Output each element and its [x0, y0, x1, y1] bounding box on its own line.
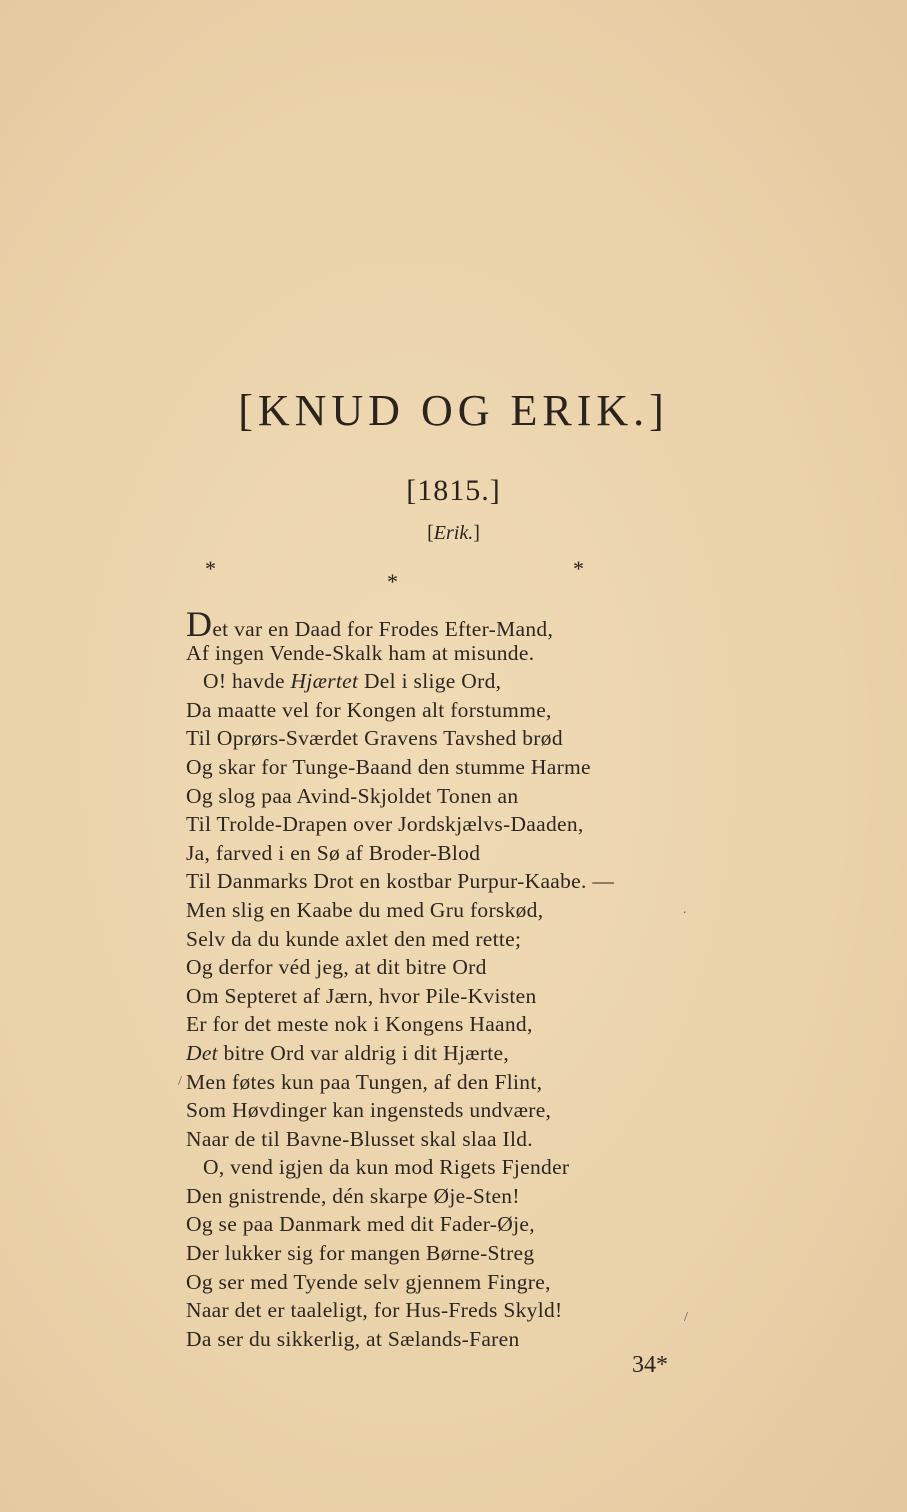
- poem-line-7: Og slog paa Avind-Skjoldet Tonen an: [186, 783, 519, 808]
- poem-line-23: Der lukker sig for mangen Børne-Streg: [186, 1241, 535, 1266]
- poem-line-3-end: Del i slige Ord,: [358, 669, 502, 694]
- poem-year: [1815.]: [406, 474, 501, 507]
- margin-mark-1: .: [683, 902, 687, 917]
- poem-line-10: Til Danmarks Drot en kostbar Purpur-Kaabe. —: [186, 869, 615, 894]
- poem-line-17: Men føtes kun paa Tungen, af den Flint,: [186, 1069, 543, 1094]
- speaker-name: Erik.: [433, 522, 474, 544]
- poem-line-9: Ja, farved i en Sø af Broder-Blod: [186, 840, 481, 865]
- poem-line-26: Da ser du sikkerlig, at Sælands-Faren: [186, 1326, 520, 1351]
- poem-title: [KNUD OG ERIK.]: [238, 386, 669, 435]
- poem-line-3: [186, 667, 746, 696]
- poem-line-25: Naar det er taaleligt, for Hus-Freds Skyld!: [186, 1298, 563, 1323]
- poem-line-1: [186, 604, 746, 644]
- poem-line-4: Da maatte vel for Kongen alt forstumme,: [186, 697, 552, 722]
- page-number: 34*: [632, 1352, 668, 1378]
- poem-line-18: Som Høvdinger kan ingensteds undvære,: [186, 1098, 552, 1123]
- ornament-star-left: *: [205, 556, 216, 581]
- poem-line-16-text: bitre Ord var aldrig i dit Hjærte,: [217, 1040, 510, 1065]
- poem-line-20: O, vend igjen da kun mod Rigets Fjender: [203, 1155, 570, 1180]
- poem-line-16-emphasis: Det: [186, 1040, 218, 1065]
- margin-mark-2: /: [178, 1074, 182, 1089]
- poem-line-6: Og skar for Tunge-Baand den stumme Harme: [186, 754, 591, 779]
- poem-line-14: Om Septeret af Jærn, hvor Pile-Kvisten: [186, 983, 537, 1008]
- drop-cap: D: [186, 604, 213, 644]
- poem-line-5: Til Oprørs-Sværdet Gravens Tavshed brød: [186, 726, 563, 751]
- poem-line-22: Og se paa Danmark med dit Fader-Øje,: [186, 1212, 535, 1237]
- poem-line-13: Og derfor véd jeg, at dit bitre Ord: [186, 955, 487, 980]
- ornament-star-right: *: [573, 556, 584, 581]
- poem-line-16: [186, 1039, 746, 1068]
- speaker-bracket-open: [: [427, 522, 434, 544]
- poem-body: [186, 604, 746, 1353]
- poem-line-21: Den gnistrende, dén skarpe Øje-Sten!: [186, 1183, 520, 1208]
- speaker-label: [0, 522, 907, 545]
- poem-line-19: Naar de til Bavne-Blusset skal slaa Ild.: [186, 1126, 533, 1151]
- poem-line-12: Selv da du kunde axlet den med rette;: [186, 926, 522, 951]
- poem-line-11: Men slig en Kaabe du med Gru forskød,: [186, 897, 544, 922]
- poem-line-15: Er for det meste nok i Kongens Haand,: [186, 1012, 533, 1037]
- poem-line-2: Af ingen Vende-Skalk ham at misunde.: [186, 640, 535, 665]
- poem-line-3-emphasis: Hjærtet: [290, 669, 359, 694]
- poem-line-8: Til Trolde-Drapen over Jordskjælvs-Daaden,: [186, 812, 584, 837]
- poem-line-1-text: et var en Daad for Frodes Efter-Mand,: [212, 617, 554, 641]
- poem-line-24: Og ser med Tyende selv gjennem Fingre,: [186, 1269, 551, 1294]
- ornament-star-center: *: [387, 569, 398, 594]
- speaker-bracket-close: ]: [473, 522, 480, 544]
- poem-line-3-start: O! havde: [203, 669, 291, 694]
- margin-mark-3: /: [684, 1310, 688, 1325]
